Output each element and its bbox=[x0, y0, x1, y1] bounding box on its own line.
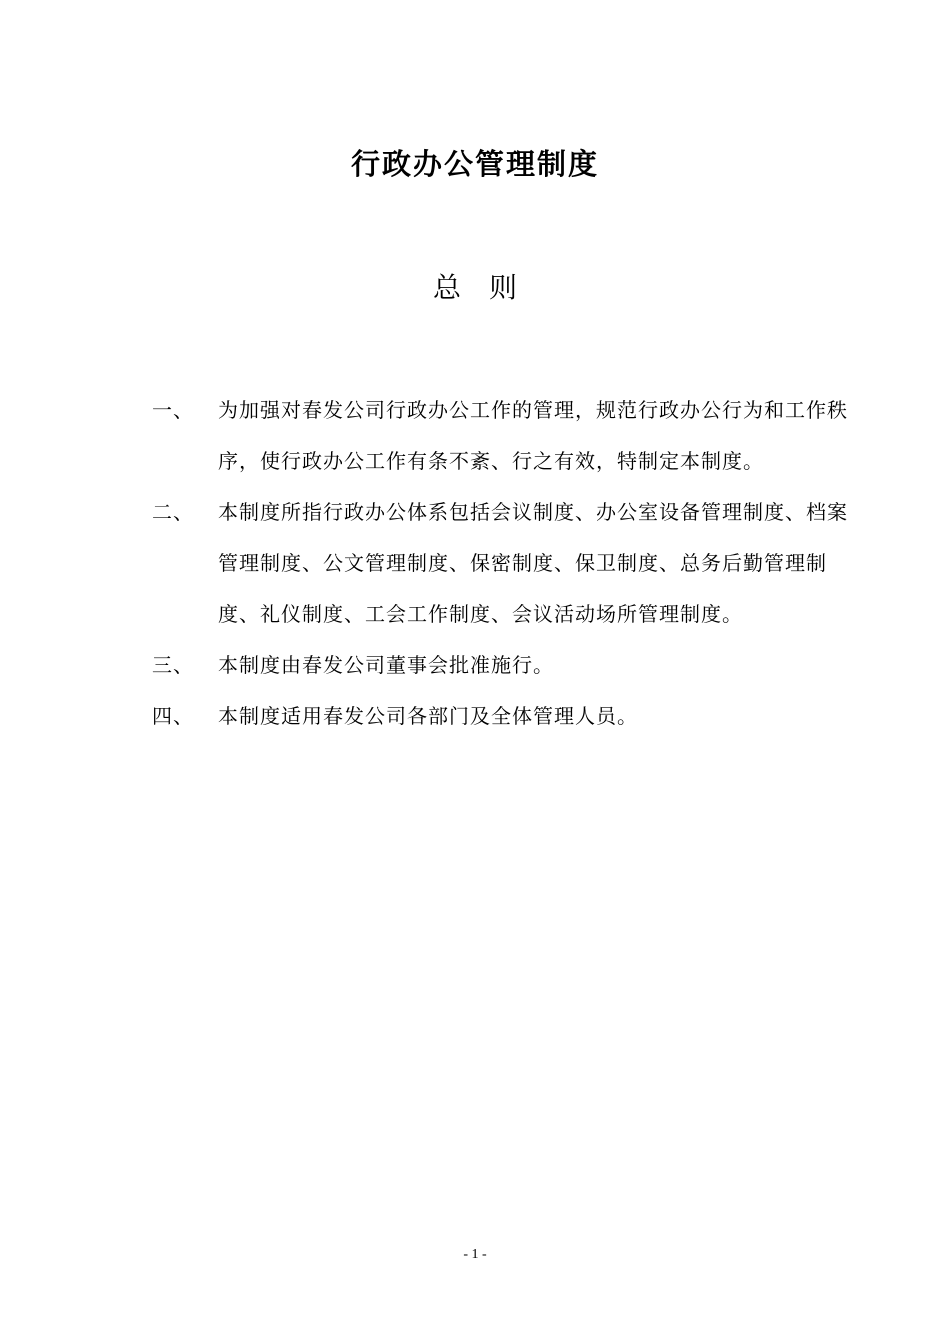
clause-text: 为加强对春发公司行政办公工作的管理，规范行政办公行为和工作秩序，使行政办公工作有条不紊、行之有效，特制定本制度。 bbox=[218, 398, 848, 473]
section-title-char-1: 总 bbox=[432, 271, 461, 304]
document-title: 行政办公管理制度 bbox=[350, 147, 599, 181]
page-number: - 1 - bbox=[463, 1247, 487, 1262]
clause-number: 一、 bbox=[152, 398, 194, 422]
clause-number: 三、 bbox=[152, 653, 194, 677]
clause-text: 本制度适用春发公司各部门及全体管理人员。 bbox=[218, 704, 638, 728]
clause-list bbox=[152, 385, 852, 742]
clause-item bbox=[152, 487, 852, 640]
clause-text: 本制度所指行政办公体系包括会议制度、办公室设备管理制度、档案管理制度、公文管理制度、保密制度、保卫制度、总务后勤管理制度、礼仪制度、工会工作制度、会议活动场所管理制度。 bbox=[218, 500, 848, 626]
clause-number: 二、 bbox=[152, 500, 194, 524]
clause-text: 本制度由春发公司董事会批准施行。 bbox=[218, 653, 554, 677]
clause-item bbox=[152, 691, 852, 742]
section-title-char-2: 则 bbox=[489, 271, 518, 304]
clause-item bbox=[152, 385, 852, 487]
clause-item bbox=[152, 640, 852, 691]
section-title bbox=[0, 266, 950, 310]
clause-number: 四、 bbox=[152, 704, 194, 728]
